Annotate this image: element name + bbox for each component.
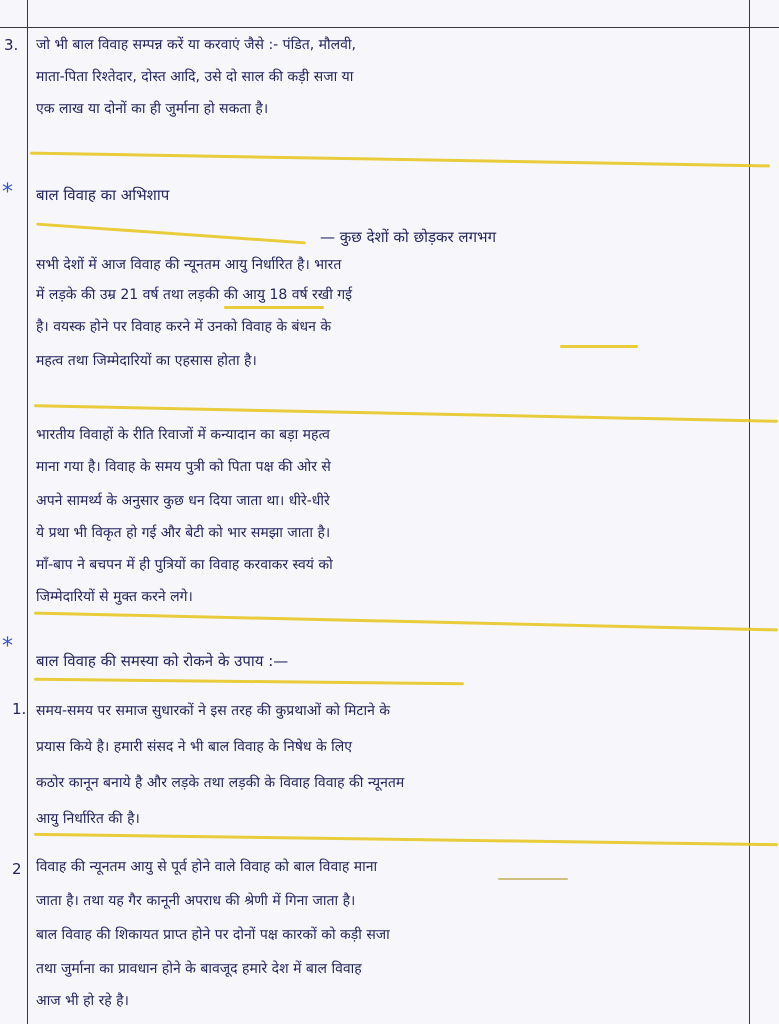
left-margin-line: [27, 0, 28, 1024]
yellow-divider-3: [34, 612, 778, 632]
yellow-divider-1: [30, 152, 770, 168]
section-1-line-4: महत्व तथा जिम्मेदारियों का एहसास होता है।: [36, 353, 257, 369]
section-2-heading-underline: [34, 678, 464, 686]
yellow-divider-2: [34, 404, 778, 423]
paragraph-2-line-4: ये प्रथा भी विकृत हो गई और बेटी को भार समझा जाता है।: [36, 525, 331, 541]
section-1-heading-tail: — कुछ देशों को छोड़कर लगभग: [320, 228, 497, 246]
point-3-line-1: जो भी बाल विवाह सम्पन्न करें या करवाएं जैसे :- पंडित, मौलवी,: [36, 37, 356, 53]
section-2-star: *: [2, 634, 13, 659]
section-2-heading: बाल विवाह की समस्या को रोकने के उपाय :—: [36, 652, 289, 670]
remedy-2-line-1: विवाह की न्यूनतम आयु से पूर्व होने वाले विवाह को बाल विवाह माना: [36, 859, 378, 875]
paragraph-2-line-6: जिम्मेदारियों से मुक्त करने लगे।: [36, 589, 193, 605]
point-3-line-2: माता-पिता रिश्तेदार, दोस्त आदि, उसे दो साल की कड़ी सजा या: [36, 69, 354, 85]
paragraph-2-line-3: अपने सामर्थ्य के अनुसार कुछ धन दिया जाता था। धीरे-धीरे: [36, 493, 330, 509]
remedy-1-line-1: समय-समय पर समाज सुधारकों ने इस तरह की कुप्रथाओं को मिटाने के: [36, 703, 391, 719]
age-21-underline: [224, 306, 324, 309]
yellow-divider-4: [34, 833, 778, 846]
point-3-line-3: एक लाख या दोनों का ही जुर्माना हो सकता है।: [36, 101, 269, 117]
section-1-heading: बाल विवाह का अभिशाप: [36, 186, 170, 204]
remedy-2-line-3: बाल विवाह की शिकायत प्राप्त होने पर दोनों पक्ष कारकों को कड़ी सजा: [36, 927, 390, 943]
remedy-1-line-2: प्रयास किये है। हमारी संसद ने भी बाल विवाह के निषेध के लिए: [36, 739, 353, 755]
paragraph-2-line-1: भारतीय विवाहों के रीति रिवाजों में कन्यादान का बड़ा महत्व: [36, 427, 330, 443]
remedy-2-number: 2: [12, 860, 22, 878]
paragraph-2-line-2: माना गया है। विवाह के समय पुत्री को पिता पक्ष की ओर से: [36, 459, 331, 475]
section-1-heading-underline: [36, 223, 306, 245]
remedy-2-line-4: तथा जुर्माना का प्रावधान होने के बावजूद हमारे देश में बाल विवाह: [36, 961, 362, 977]
remedy-2-line-5: आज भी हो रहे है।: [36, 993, 129, 1009]
paragraph-2-line-5: माँ-बाप ने बचपन में ही पुत्रियों का विवाह करवाकर स्वयं को: [36, 557, 333, 573]
top-rule: [0, 27, 779, 28]
remedy-1-line-3: कठोर कानून बनाये है और लड़के तथा लड़की के विवाह विवाह की न्यूनतम: [36, 775, 405, 791]
section-1-star: *: [2, 180, 13, 205]
section-1-line-1: सभी देशों में आज विवाह की न्यूनतम आयु निर्धारित है। भारत: [36, 257, 342, 273]
remedy-2-line-2: जाता है। तथा यह गैर कानूनी अपराध की श्रेणी में गिना जाता है।: [36, 893, 356, 909]
point-3-number: 3.: [4, 36, 19, 54]
vivah-underline: [498, 878, 568, 880]
right-margin-line: [749, 0, 750, 1024]
section-1-line-2: में लड़के की उम्र 21 वर्ष तथा लड़की की आयु 18 वर्ष रखी गई: [36, 287, 353, 303]
age-18-underline: [560, 345, 638, 348]
remedy-1-line-4: आयु निर्धारित की है।: [36, 811, 140, 827]
remedy-1-number: 1.: [12, 700, 27, 718]
section-1-line-3: है। वयस्क होने पर विवाह करने में उनको विवाह के बंधन के: [36, 319, 332, 335]
